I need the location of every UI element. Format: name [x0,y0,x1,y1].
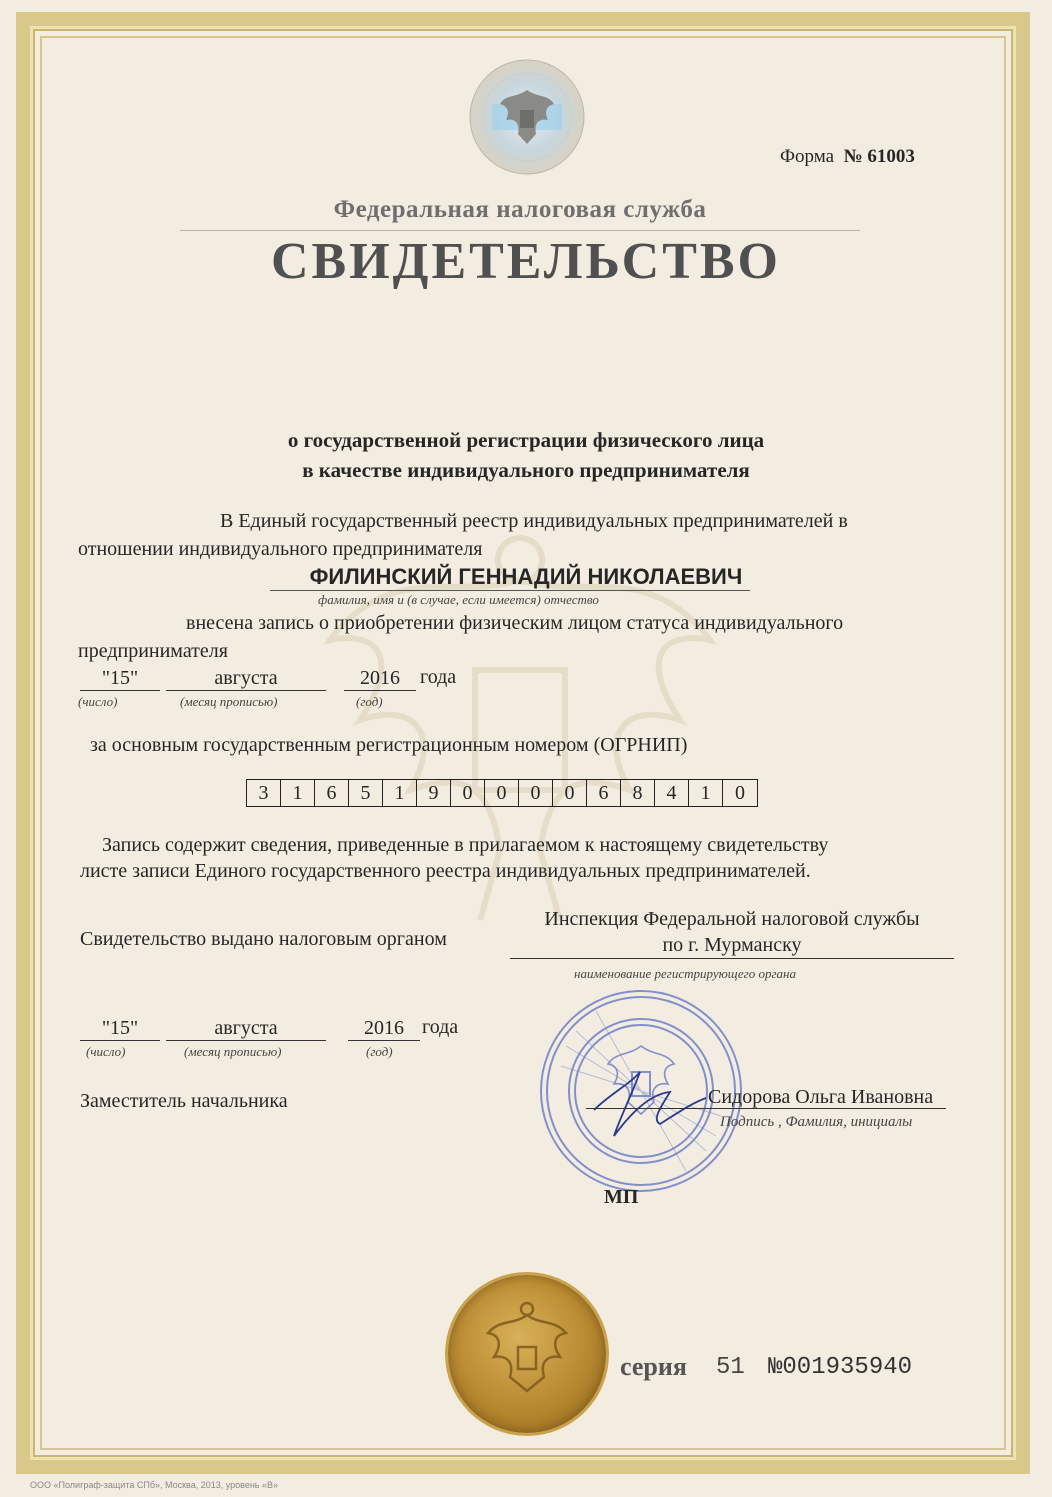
name-hint: фамилия, имя и (в случае, если имеется) отчество [318,592,599,607]
series-number: 51 [716,1354,745,1381]
ogrnip-digit: 1 [281,780,315,806]
signature-icon [590,1064,710,1144]
ogrnip-digit: 3 [247,780,281,806]
ogrnip-grid [246,779,758,807]
ogrnip-digit: 0 [519,780,553,806]
issued-by-label: Свидетельство выдано налоговым органом [80,928,447,950]
entry-line-1: внесена запись о приобретении физическим лицом статуса индивидуального [186,612,844,634]
ogrnip-label: за основным государственным регистрационным номером (ОГРНИП) [90,734,688,756]
series-label: серия [620,1352,687,1381]
ogrnip-digit: 6 [587,780,621,806]
issuer-name-line-2: по г. Мурманску [662,934,802,956]
printer-footer: ООО «Полиграф-защита СПб», Москва, 2013, уровень «В» [30,1480,278,1490]
name-underline [270,590,750,591]
hologram-emblem-icon [468,58,586,176]
issuer-name-line-1: Инспекция Федеральной налоговой службы [544,908,920,930]
issue-date-month: августа [166,1016,326,1041]
entrepreneur-name: ФИЛИНСКИЙ ГЕННАДИЙ НИКОЛАЕВИЧ [309,564,743,589]
intro-line-1: В Единый государственный реестр индивидуальных предпринимателей в [220,510,848,532]
entry-date-suffix: года [420,666,457,688]
issue-day-hint: (число) [86,1044,126,1059]
gold-seal [448,1275,606,1433]
ogrnip-digit: 6 [315,780,349,806]
ogrnip-digit: 1 [383,780,417,806]
issue-date-suffix: года [422,1016,459,1038]
issuer-underline [510,958,954,959]
entry-date-year: 2016 [344,666,416,691]
signatory-name: Сидорова Ольга Ивановна [708,1086,934,1108]
ogrnip-digit: 0 [553,780,587,806]
subtitle-line-1: о государственной регистрации физического лица [287,428,765,452]
ogrnip-digit: 8 [621,780,655,806]
document-title: СВИДЕТЕЛЬСТВО [270,233,782,290]
issue-month-hint: (месяц прописью) [184,1044,282,1059]
serial-number: №001935940 [768,1354,913,1381]
signature-hint: Подпись , Фамилия, инициалы [720,1114,913,1130]
ogrnip-digit: 1 [689,780,723,806]
entry-month-hint: (месяц прописью) [180,694,278,709]
entry-date-day: "15" [80,666,160,691]
gold-seal-eagle-icon [448,1275,606,1433]
ogrnip-digit: 9 [417,780,451,806]
form-number: Форма № 61003 [780,146,915,167]
signatory-position: Заместитель начальника [80,1090,288,1112]
ogrnip-digit: 0 [735,782,745,804]
record-note-line-2: листе записи Единого государственного реестра индивидуальных предпринимателей. [80,860,811,882]
stamp-place-mark: МП [604,1186,639,1208]
issuer-hint: наименование регистрирующего органа [574,966,797,981]
issue-date-day: "15" [80,1016,160,1041]
entry-line-2: предпринимателя [78,640,228,662]
ogrnip-digit: 4 [655,780,689,806]
ogrnip-digit: 5 [349,780,383,806]
authority-name: Федеральная налоговая служба [333,196,707,223]
subtitle-line-2: в качестве индивидуального предпринимателя [302,458,750,482]
entry-day-hint: (число) [78,694,118,709]
ogrnip-digit: 0 [485,780,519,806]
intro-line-2: отношении индивидуального предпринимателя [78,538,483,560]
issue-year-hint: (год) [366,1044,393,1059]
entry-year-hint: (год) [356,694,383,709]
issue-date-year: 2016 [348,1016,420,1041]
authority-underline [180,230,860,231]
entry-date-month: августа [166,666,326,691]
record-note-line-1: Запись содержит сведения, приведенные в прилагаемом к настоящему свидетельству [102,834,829,856]
ogrnip-digit: 0 [451,780,485,806]
